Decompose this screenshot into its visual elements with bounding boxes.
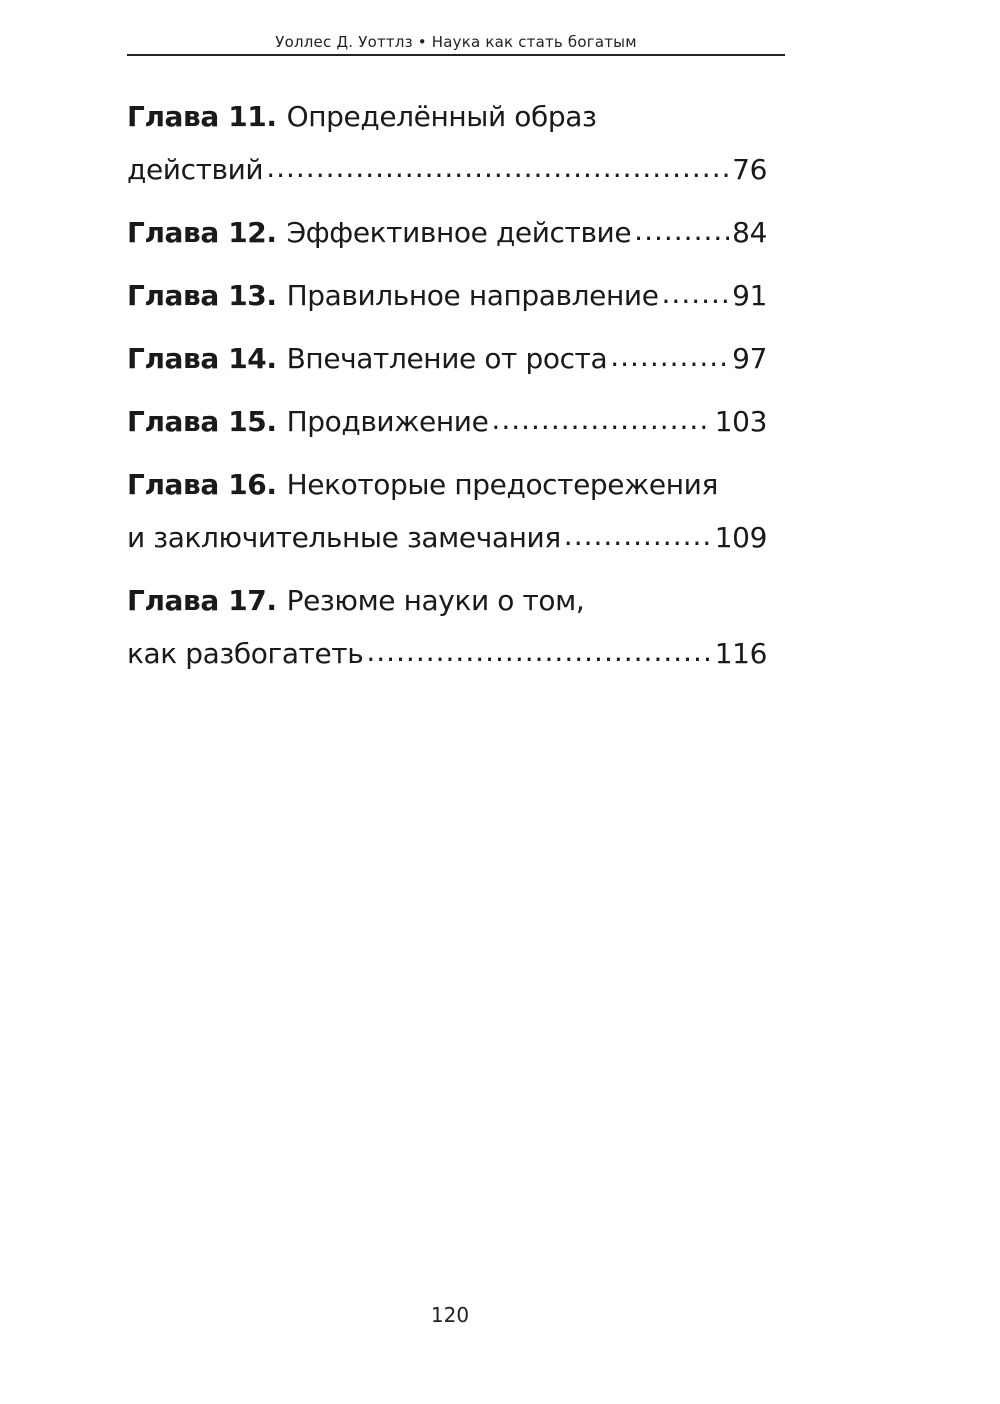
chapter-label: Глава 15. <box>127 405 277 438</box>
chapter-title: Продвижение <box>286 405 489 438</box>
dot-leader <box>662 267 730 320</box>
chapter-label: Глава 11. <box>127 100 277 133</box>
toc-entry-14-line <box>127 332 767 385</box>
chapter-title: Определённый образ <box>286 100 597 133</box>
dot-leader <box>366 625 711 678</box>
toc-entry-16-line2 <box>127 511 767 564</box>
dot-leader <box>634 204 729 257</box>
chapter-label: Глава 12. <box>127 216 277 249</box>
chapter-title: Резюме науки о том, <box>286 584 585 617</box>
page-number: 116 <box>714 637 767 670</box>
dot-leader <box>266 141 729 194</box>
chapter-title-continued: и заключительные замечания <box>127 521 561 554</box>
chapter-title: Эффективное действие <box>286 216 632 249</box>
chapter-title: Правильное направление <box>286 279 659 312</box>
table-of-contents <box>127 90 767 690</box>
chapter-label: Глава 16. <box>127 468 277 501</box>
chapter-title: Впечатление от роста <box>286 342 608 375</box>
folio-page-number: 120 <box>430 1303 470 1327</box>
chapter-title-continued: действий <box>127 153 264 186</box>
toc-entry-15 <box>127 395 767 448</box>
toc-entry-14 <box>127 332 767 385</box>
toc-entry-16 <box>127 458 767 564</box>
page-number: 91 <box>732 279 767 312</box>
chapter-title-continued: как разбогатеть <box>127 637 364 670</box>
toc-entry-17 <box>127 574 767 680</box>
toc-entry-13-line <box>127 269 767 322</box>
page-number: 84 <box>732 216 767 249</box>
toc-entry-17-line2 <box>127 627 767 680</box>
toc-entry-16-line1 <box>127 458 767 511</box>
dot-leader <box>564 509 712 562</box>
header-rule <box>127 54 785 56</box>
toc-entry-11-line2 <box>127 143 767 196</box>
toc-entry-15-line <box>127 395 767 448</box>
chapter-label: Глава 13. <box>127 279 277 312</box>
chapter-title: Некоторые предостережения <box>286 468 718 501</box>
toc-entry-11-line1 <box>127 90 767 143</box>
toc-entry-12 <box>127 206 767 259</box>
toc-entry-12-line <box>127 206 767 259</box>
dot-leader <box>610 330 729 383</box>
page-number: 109 <box>714 521 767 554</box>
running-head: Уоллес Д. Уоттлз • Наука как стать богатым <box>275 33 637 51</box>
page-number: 97 <box>732 342 767 375</box>
dot-leader <box>491 393 711 446</box>
page-number: 103 <box>714 405 767 438</box>
chapter-label: Глава 17. <box>127 584 277 617</box>
toc-entry-17-line1 <box>127 574 767 627</box>
page-number: 76 <box>732 153 767 186</box>
chapter-label: Глава 14. <box>127 342 277 375</box>
toc-entry-13 <box>127 269 767 322</box>
toc-entry-11 <box>127 90 767 196</box>
